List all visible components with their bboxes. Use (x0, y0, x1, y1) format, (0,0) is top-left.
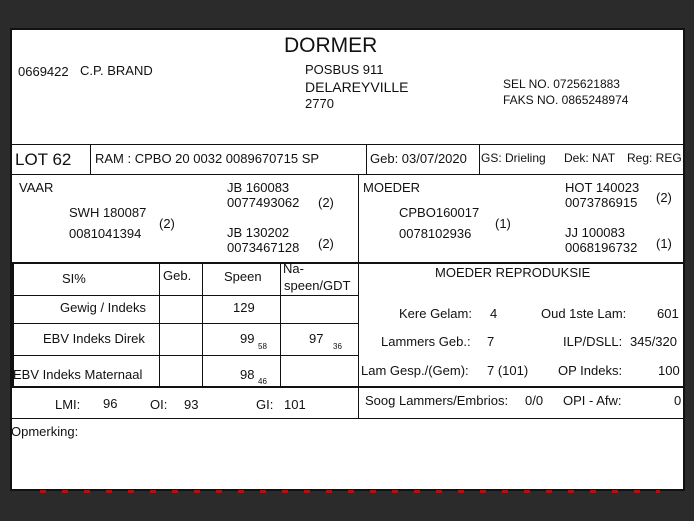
vaar-number: 0081041394 (69, 226, 142, 241)
col-si: SI% (62, 271, 86, 286)
row-direk-naspeen-sub: 36 (333, 342, 342, 351)
ilp-value: 345/320 (630, 334, 677, 349)
bottom-border (0, 493, 694, 521)
kere-value: 4 (490, 306, 498, 321)
vaar-count: (2) (159, 216, 175, 231)
vaar-sire-id: JB 160083 (227, 180, 290, 195)
kere-label: Kere Gelam: (399, 306, 472, 321)
gesp-value: 7 (101) (487, 363, 529, 378)
opi-value: 0 (674, 393, 682, 408)
vaar-sire-count: (2) (318, 195, 334, 210)
dek-info: Dek: NAT (564, 151, 616, 165)
vaar-dam-id: JB 130202 (227, 225, 290, 240)
remarks-label: Opmerking: (11, 424, 79, 439)
soog-value: 0/0 (525, 393, 544, 408)
reg-info: Reg: REG (627, 151, 682, 165)
divider (12, 323, 358, 324)
divider (12, 295, 358, 296)
oi-value: 93 (184, 397, 199, 412)
divider (12, 418, 683, 419)
row-direk-speen-sub: 58 (258, 342, 267, 351)
vaar-label: VAAR (19, 180, 54, 195)
vaar-dam-count: (2) (318, 236, 334, 251)
ilp-label: ILP/DSLL: (563, 334, 623, 349)
soog-label: Soog Lammers/Embrios: (365, 393, 509, 408)
lot-number: LOT 62 (15, 150, 72, 169)
owner-name: C.P. BRAND (80, 63, 153, 78)
moeder-sire-number: 0073786915 (565, 195, 638, 210)
lammers-label: Lammers Geb.: (381, 334, 471, 349)
ram-info: RAM : CPBO 20 0032 0089670715 SP (95, 151, 320, 166)
divider (358, 174, 359, 419)
lammers-value: 7 (487, 334, 495, 349)
address-line-3: 2770 (305, 96, 334, 111)
oi-label: OI: (150, 397, 168, 412)
gi-label: GI: (256, 397, 274, 412)
moeder-dam-number: 0068196732 (565, 240, 638, 255)
phone-faks: FAKS NO. 0865248974 (503, 93, 629, 107)
row-direk-label: EBV Indeks Direk (43, 331, 145, 346)
divider (159, 262, 160, 388)
col-geb: Geb. (163, 268, 192, 283)
col-speen: Speen (224, 269, 262, 284)
row-gewig-speen: 129 (233, 300, 255, 315)
row-direk-speen: 99 (240, 331, 255, 346)
owner-id: 0669422 (18, 64, 69, 79)
row-gewig-label: Gewig / Indeks (60, 300, 146, 315)
divider (12, 174, 683, 175)
moeder-count: (1) (495, 216, 511, 231)
row-maternaal-speen-sub: 46 (258, 377, 267, 386)
opi-label: OPI - Afw: (563, 393, 622, 408)
oud-value: 601 (657, 306, 679, 321)
phone-sel: SEL NO. 0725621883 (503, 77, 620, 91)
op-value: 100 (658, 363, 680, 378)
divider (366, 144, 367, 175)
address-line-2: DELAREYVILLE (305, 79, 409, 95)
vaar-id: SWH 180087 (69, 205, 147, 220)
repro-title: MOEDER REPRODUKSIE (435, 265, 591, 280)
lmi-label: LMI: (55, 397, 81, 412)
row-maternaal-speen: 98 (240, 367, 255, 382)
page-title: DORMER (284, 34, 378, 57)
address-line-1: POSBUS 911 (305, 62, 384, 77)
gi-value: 101 (284, 397, 306, 412)
gesp-label: Lam Gesp./(Gem): (361, 363, 469, 378)
vaar-dam-number: 0073467128 (227, 240, 300, 255)
divider (479, 144, 480, 175)
row-maternaal-label: EBV Indeks Maternaal (13, 367, 143, 382)
moeder-dam-id: JJ 100083 (565, 225, 625, 240)
moeder-label: MOEDER (363, 180, 421, 195)
moeder-sire-count: (2) (656, 190, 672, 205)
row-direk-naspeen: 97 (309, 331, 324, 346)
divider (280, 262, 281, 388)
moeder-dam-count: (1) (656, 236, 672, 251)
divider (202, 262, 203, 388)
divider (12, 144, 683, 145)
moeder-number: 0078102936 (399, 226, 472, 241)
gs-info: GS: Drieling (481, 151, 546, 165)
op-label: OP Indeks: (558, 363, 623, 378)
oud-label: Oud 1ste Lam: (541, 306, 627, 321)
moeder-id: CPBO160017 (399, 205, 480, 220)
vaar-sire-number: 0077493062 (227, 195, 300, 210)
divider (90, 144, 91, 175)
col-naspeen: Na- (283, 261, 304, 276)
divider (12, 386, 683, 388)
divider (12, 355, 358, 356)
birth-date: Geb: 03/07/2020 (370, 151, 467, 166)
lmi-value: 96 (103, 396, 118, 411)
divider (12, 262, 683, 264)
col-naspeen-2: speen/GDT (284, 278, 351, 293)
moeder-sire-id: HOT 140023 (565, 180, 640, 195)
